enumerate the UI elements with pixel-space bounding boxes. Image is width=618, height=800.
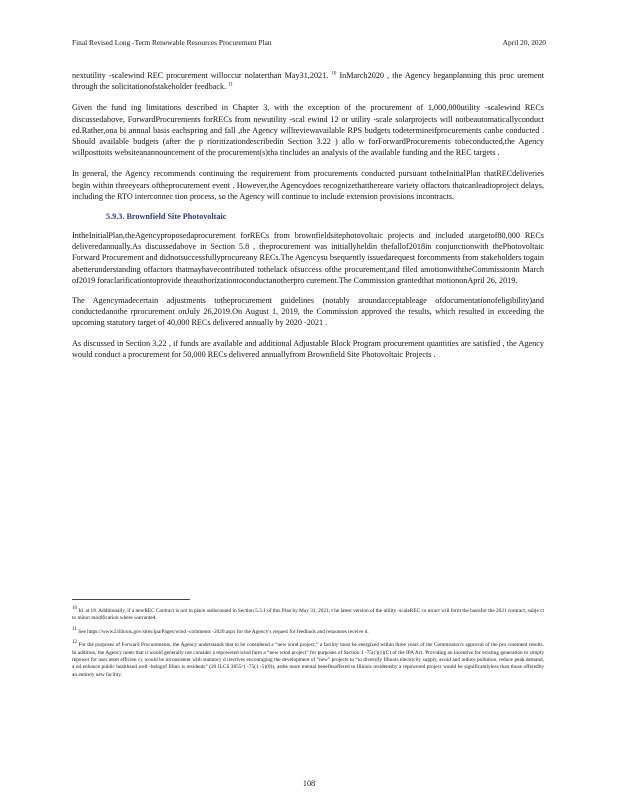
- footnote-divider: [72, 599, 190, 600]
- footnote-11: $^{11}$ See https://www2.illinois.gov/sites/ipa/Pages/wind -comments -2020.aspx for the Agency's request for feedback and responses receive d.: [72, 627, 369, 635]
- footnote-12: $^{12}$ For the purposes of Forward Procurements, the Agency understands that to be considered a “new wind project,” a facility must be energized within three years of the Commission's approval of the pro curement results. In addition, the Agency notes that it would generally not consider a repowered wind farm a “new wind project” for purposes of Section 1 -75(c)(1)(C) of the IPA Act. Providing an incentive for existing generation to simply repower for user asset efficien cy would be inconsistent with statutory d irectives encouraging the development of “new” projects to “to diversify Illinois electricity supply, avoid and reduce pollution, reduce peak demand, a nd enhance public healthand well -beingof Illino is residents” (20 ILCS 3855/1 -75(1 -5)(8)), asthe more mental benefitsoffered to Illinois residentsby a repowered project would be significantlyless than those offeredby an entirely new facility.: [72, 640, 545, 678]
- body-text: [72, 70, 544, 369]
- paragraph-1: nextutility -scalewind REC procurement willoccur nolaterthan May31,2021. $^{10}$ InMarch2020 , the Agency beganplanning this proc urement through the solicitationofstakeholder feedback. $^{11}$: [72, 71, 544, 92]
- paragraph-6: As discussed in Section 3.22 , if funds are available and additional Adjustable Block Program procurement quantities are satisfied , the Agency would conduct a procurement for 50,000 RECs delivered annuallyfrom Brownfield Site Photovoltaic Projects .: [72, 338, 544, 359]
- page-number: 108: [302, 779, 316, 788]
- footnote-ref-10[interactable]: 10: [331, 71, 337, 77]
- paragraph-3: In general, the Agency recommends continuing the requirement from procurements conducted pursuant totheInitialPlan thatRECdeliveries begin within threeyears oftheprocurement event . However,the Agencydoes recognizethatthereare variety offactors thatcanleadtoproject delays, including the RTO interconnec tion process, so the Agency will continue to include extension provisions incontracts.: [72, 169, 544, 201]
- footnote-ref-11[interactable]: 11: [228, 82, 234, 88]
- header-title: Final Revised Long -Term Renewable Resources Procurement Plan: [72, 38, 272, 47]
- header-date: April 20, 2020: [502, 38, 546, 47]
- paragraph-5: The Agencymadecertain adjustments totheprocurement guidelines (notably aroundacceptableage ofdocumentationofeligibility)and conductedanothe rprocurement onJuly 26,2019.On August 1, 2019, the Commission approved the results, which resulted in exceeding the upcoming statutory target of 40,000 RECs delivered annually by 2020 -2021 .: [72, 296, 544, 328]
- running-header: [72, 38, 546, 50]
- paragraph-4: IntheInitialPlan,theAgencyproposedaprocurement forRECs from brownfieldsitephotovoltaic projects and included atargetof80,000 RECs deliveredannually.As discussedabove in Section 5.8 , theprocurement was initiallyheldin thefallof2018in conjunctionwith thePhotovoltaic Forward Procurement and didnotsuccessfullyprocureany RECs.The Agencysu bsequently issuedarequest forcomments from stakeholders togain abetterunderstanding offactors thatmayhavecontributed tothelack ofsuccess ofthe procurement,and filed amotionwiththeCommissionin March of2019 foraclarificationtoprovide theauthorizationtoconductanotherpro curement.The Commission grantedthat motiononApril 26, 2019.: [72, 231, 544, 285]
- footnote-10: $^{10}$ Id. at 18. Additionally, if a newREC Contract is not in place asdiscussed in Section 5.3.1 of this Plan by May 31, 2021, t he latest version of the utility -scaleREC co ntract will form the basisfor the 2021 contract, subje ct to minor modification where warranted.: [72, 606, 544, 622]
- section-heading: 5.9.3. Brownfield Site Photovoltaic: [106, 212, 227, 222]
- footnotes: [72, 608, 544, 685]
- footnote-11-link[interactable]: See https://www2.illinois.gov/sites/ipa/Pages/wind -comments -2020.aspx for the Agency's request for feedback and responses receive d.: [78, 628, 369, 635]
- paragraph-2: Given the fund ing limitations described in Chapter 3, with the exception of the procurement of 1,000,000utility -scalewind RECs discussedabove, ForwardProcurements forRECs from newutility -scal ewind 12 or utility -scale solarprojects will notbeautomaticallyconduct ed.Rather,ona bi annual basis eachspring and fall ,the Agency willreviewavailable RPS budgets todetermineifprocurements canbe conducted . Should available budgets (after the p rioritizationdescribedin Section 3.22 ) allo w forForwardProcurements tobeconducted,the Agency willposttoits websiteanannouncement of the procurement(s)tha tincludes an analysis of the available funding and the REC targets .: [72, 103, 544, 158]
